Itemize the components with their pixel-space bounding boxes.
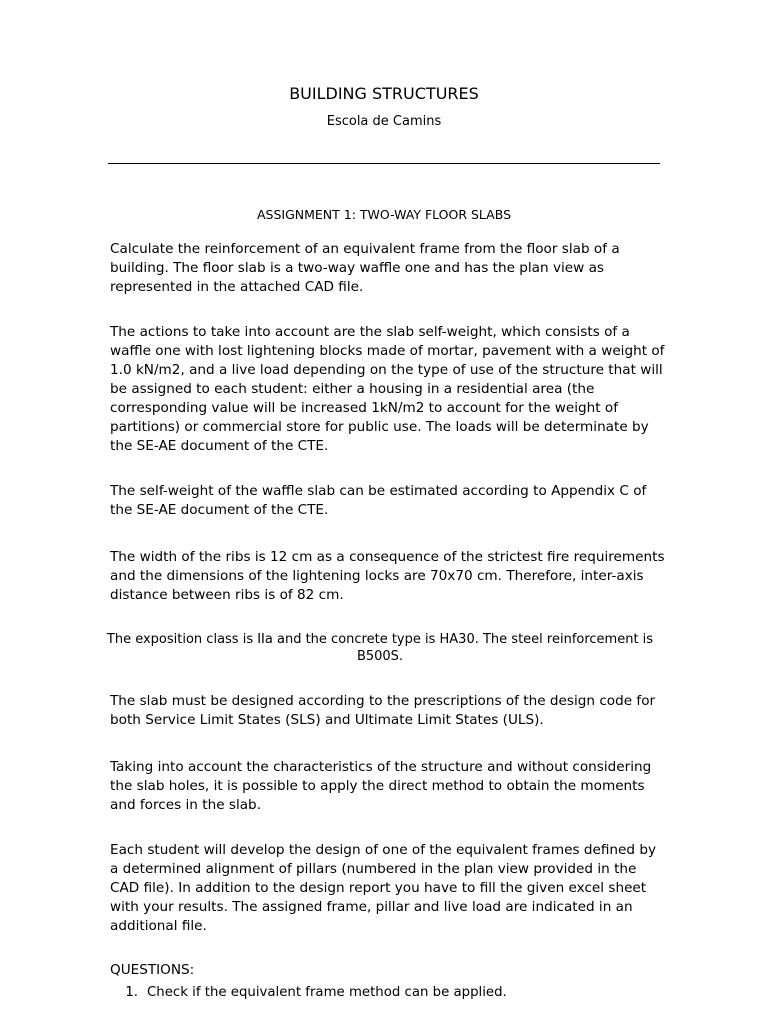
paragraph-direct-method: Taking into account the characteristics of the structure and without considering the slab holes, it is possible to apply the direct method to obtain the moments and forces in the slab. bbox=[110, 759, 652, 813]
questions-list bbox=[110, 985, 670, 1000]
paragraph-exposition: The exposition class is IIa and the concrete type is HA30. The steel reinforcement is B500S. bbox=[106, 632, 654, 664]
question-text: Check if the equivalent frame method can be applied. bbox=[147, 985, 507, 1000]
questions-heading: QUESTIONS: bbox=[110, 962, 195, 978]
list-item bbox=[110, 985, 670, 1000]
paragraph-equivalent-frames: Each student will develop the design of one of the equivalent frames defined by a determined alignment of pillars (numbered in the plan view provided in the CAD file). In addition to the design report you have to fill the given excel sheet with your results. The assigned frame, pillar and live load are indicated in an additional file. bbox=[110, 842, 657, 934]
title-divider bbox=[108, 163, 660, 164]
paragraph-ribs: The width of the ribs is 12 cm as a consequence of the strictest fire requirements and the dimensions of the lightening locks are 70x70 cm. Therefore, inter-axis distance between ribs is of 82 cm. bbox=[110, 549, 665, 603]
paragraph-self-weight: The self-weight of the waffle slab can be estimated according to Appendix C of the SE-AE document of the CTE. bbox=[110, 483, 647, 518]
paragraph-actions: The actions to take into account are the slab self-weight, which consists of a waffle one with lost lightening blocks made of mortar, pavement with a weight of 1.0 kN/m2, and a live load depending on the type of use of the structure that will be assigned to each student: either a housing in a residential area (the corresponding value will be increased 1kN/m2 to account for the weight of partitions) or commercial store for public use. The loads will be determinate by the SE-AE document of the CTE. bbox=[110, 324, 665, 454]
paragraph-design-code: The slab must be designed according to the prescriptions of the design code for both Service Limit States (SLS) and Ultimate Limit States (ULS). bbox=[110, 693, 656, 728]
document-subtitle: Escola de Camins bbox=[326, 114, 442, 129]
paragraph-intro: Calculate the reinforcement of an equivalent frame from the floor slab of a building. The floor slab is a two-way waffle one and has the plan view as represented in the attached CAD file. bbox=[110, 241, 620, 295]
question-number: 1. bbox=[125, 985, 138, 1000]
assignment-heading: ASSIGNMENT 1: TWO-WAY FLOOR SLABS bbox=[256, 207, 512, 222]
document-title: BUILDING STRUCTURES bbox=[289, 84, 479, 103]
